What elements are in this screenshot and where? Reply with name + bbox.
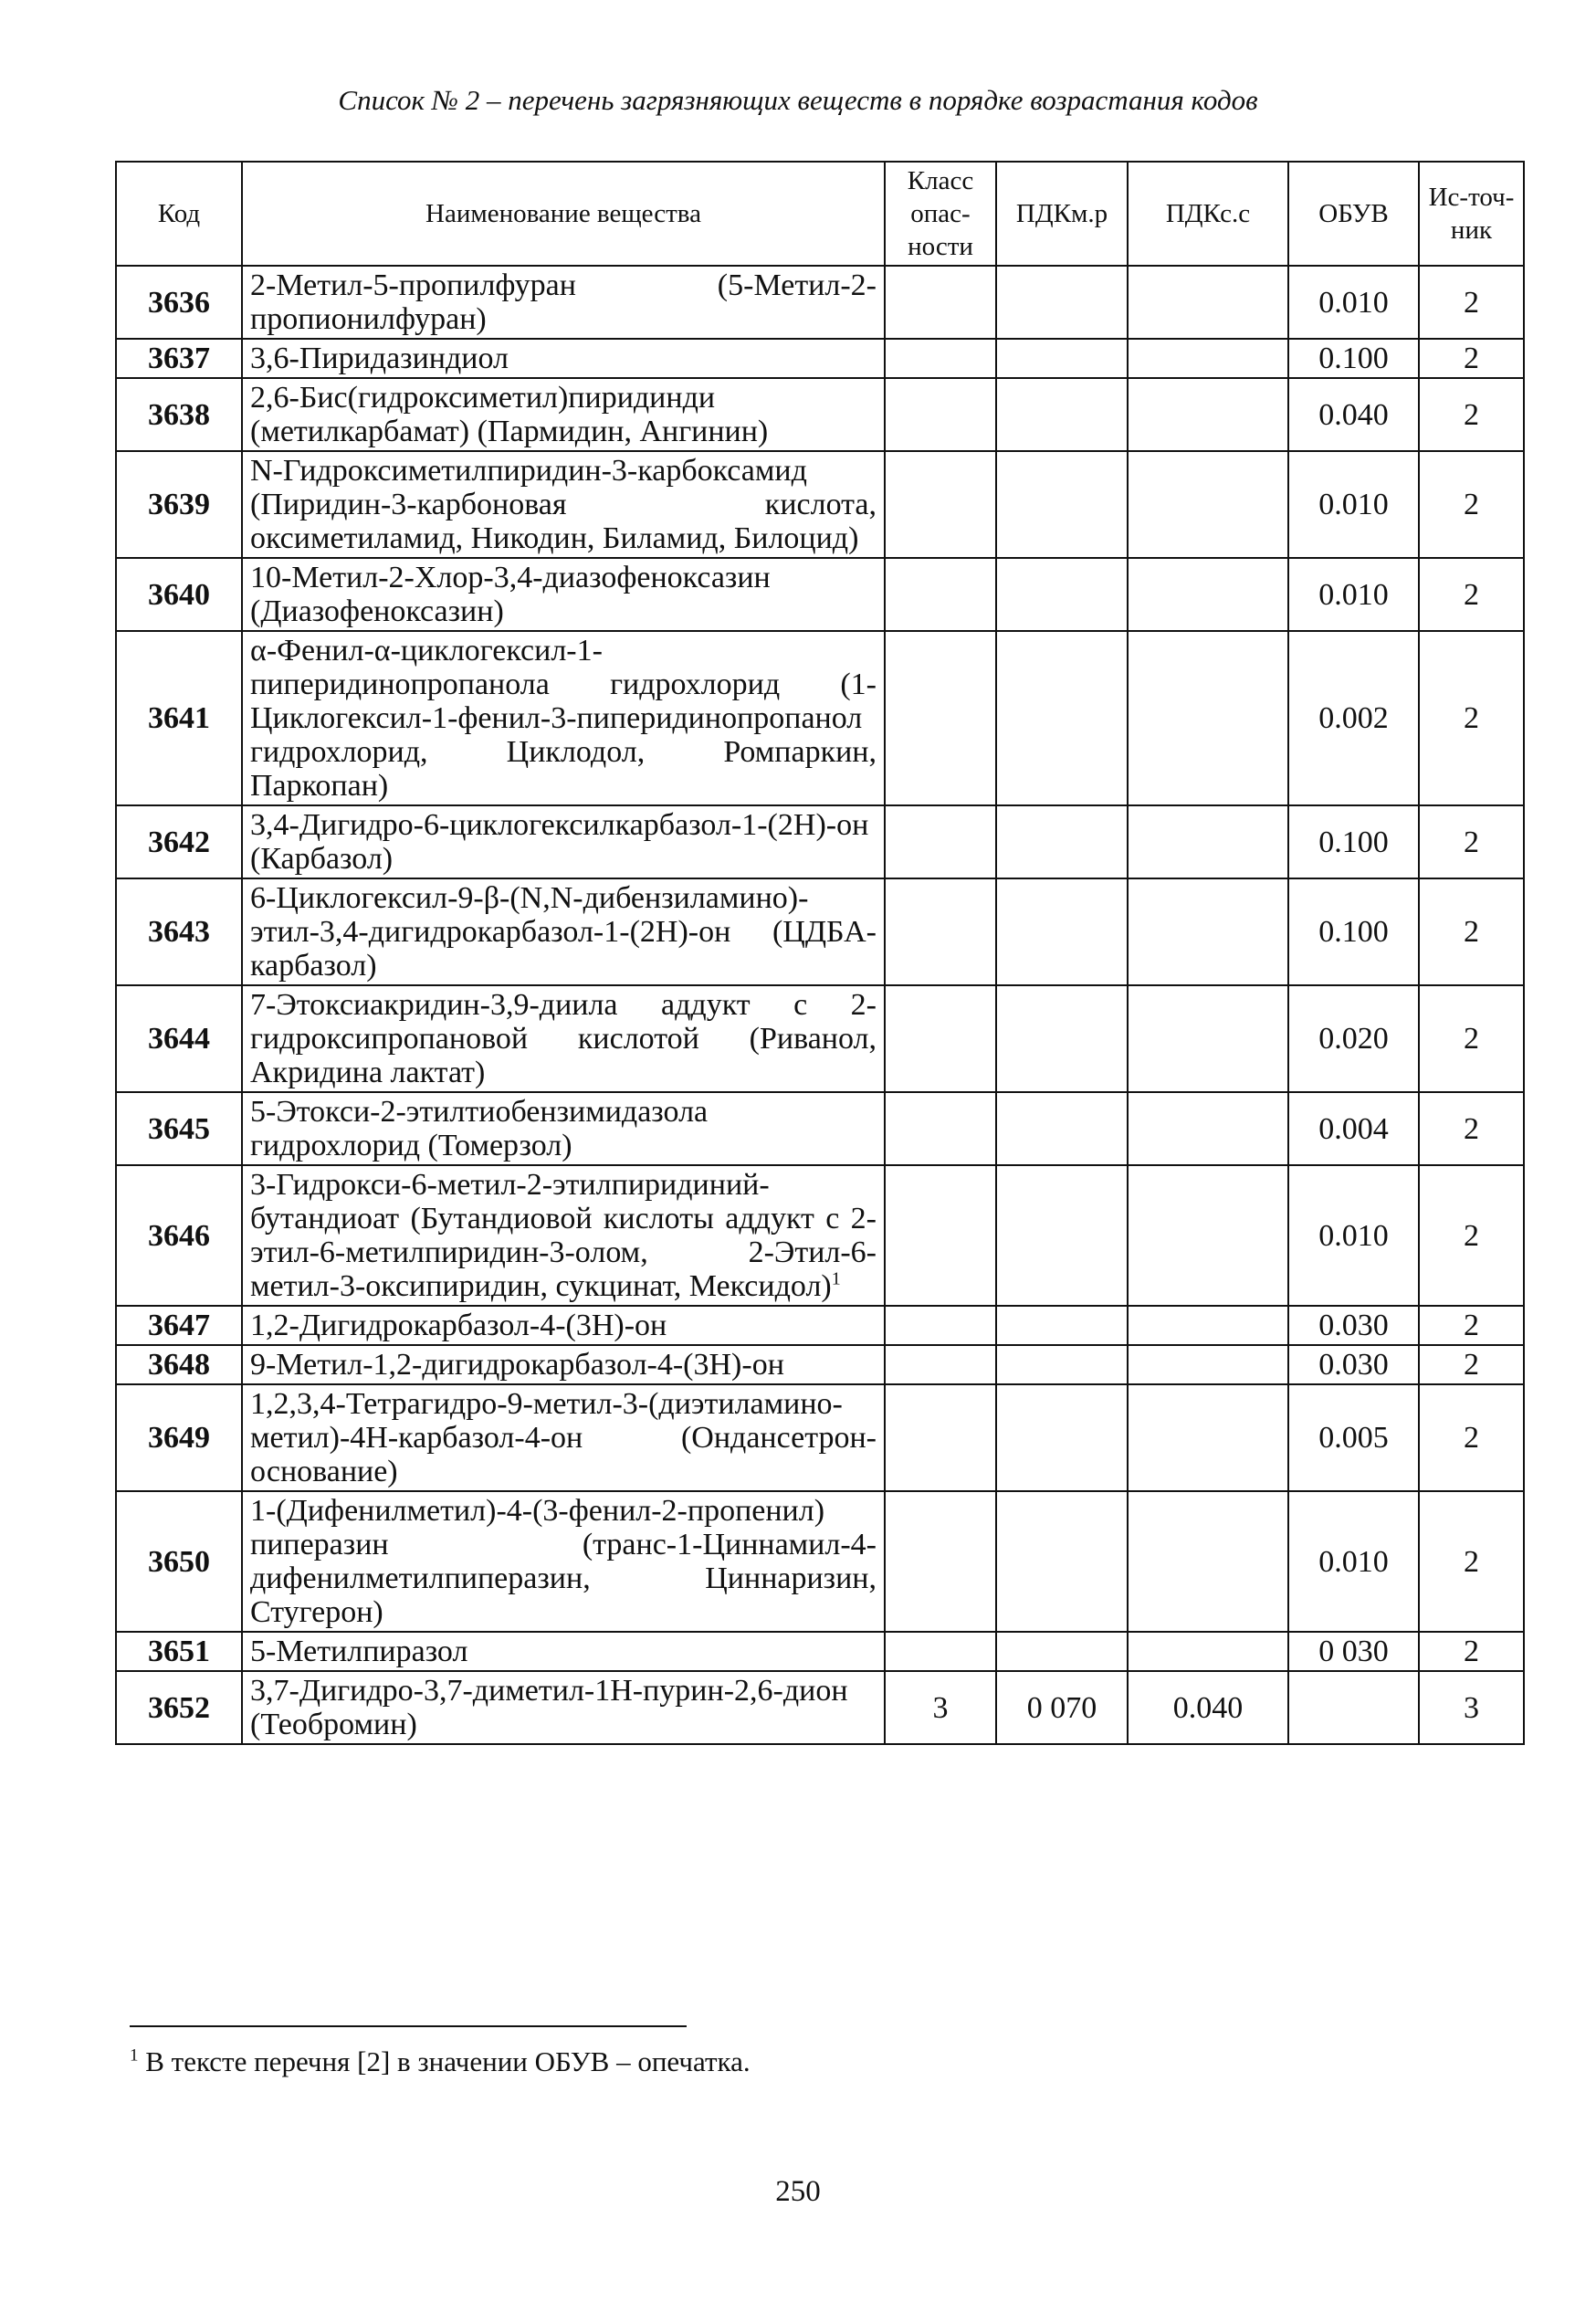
- cell-obuv: 0.100: [1288, 805, 1419, 878]
- cell-code: 3649: [116, 1384, 242, 1491]
- table-row: [116, 1092, 1524, 1165]
- cell-hazard-class: [885, 339, 996, 378]
- header-pdk-ss: ПДКс.с: [1128, 162, 1288, 266]
- cell-pdk-ss: [1128, 378, 1288, 451]
- cell-pdk-mr: [996, 1306, 1128, 1345]
- cell-obuv: 0.010: [1288, 451, 1419, 558]
- cell-name: 9-Метил-1,2-дигидрокарбазол-4-(3Н)-он: [242, 1345, 885, 1384]
- cell-source: 2: [1419, 1092, 1524, 1165]
- cell-code: 3639: [116, 451, 242, 558]
- cell-hazard-class: [885, 266, 996, 339]
- cell-pdk-ss: [1128, 1165, 1288, 1306]
- table-row: [116, 1491, 1524, 1632]
- table-row: [116, 1345, 1524, 1384]
- cell-pdk-mr: [996, 339, 1128, 378]
- header-name: Наименование вещества: [242, 162, 885, 266]
- cell-code: 3642: [116, 805, 242, 878]
- cell-source: 2: [1419, 1306, 1524, 1345]
- cell-hazard-class: [885, 451, 996, 558]
- cell-obuv: 0.010: [1288, 558, 1419, 631]
- table-row: [116, 1306, 1524, 1345]
- cell-source: 2: [1419, 451, 1524, 558]
- header-obuv: ОБУВ: [1288, 162, 1419, 266]
- cell-pdk-mr: [996, 1165, 1128, 1306]
- cell-name: α-Фенил-α-циклогексил-1-пиперидинопропанола гидрохлорид (1-Циклогексил-1-фенил-3-пиперидинопропанол гидрохлорид, Циклодол, Ромпаркин, Паркопан): [242, 631, 885, 805]
- table-row: [116, 266, 1524, 339]
- cell-source: 2: [1419, 339, 1524, 378]
- cell-obuv: 0.004: [1288, 1092, 1419, 1165]
- cell-hazard-class: [885, 1165, 996, 1306]
- table-row: [116, 985, 1524, 1092]
- page-number: 250: [775, 2175, 821, 2208]
- cell-pdk-mr: [996, 1491, 1128, 1632]
- cell-hazard-class: [885, 1632, 996, 1671]
- cell-code: 3637: [116, 339, 242, 378]
- cell-pdk-ss: 0.040: [1128, 1671, 1288, 1744]
- cell-hazard-class: [885, 558, 996, 631]
- cell-pdk-ss: [1128, 451, 1288, 558]
- cell-hazard-class: 3: [885, 1671, 996, 1744]
- cell-source: 2: [1419, 1491, 1524, 1632]
- header-source: Ис-точ-ник: [1419, 162, 1524, 266]
- cell-pdk-mr: [996, 878, 1128, 985]
- cell-name: 3,4-Дигидро-6-циклогексилкарбазол-1-(2Н)-он (Карбазол): [242, 805, 885, 878]
- cell-hazard-class: [885, 1345, 996, 1384]
- cell-name: 3,6-Пиридазиндиол: [242, 339, 885, 378]
- cell-pdk-ss: [1128, 266, 1288, 339]
- cell-name: 10-Метил-2-Хлор-3,4-диазофеноксазин (Диазофеноксазин): [242, 558, 885, 631]
- cell-obuv: 0.100: [1288, 878, 1419, 985]
- cell-source: 2: [1419, 985, 1524, 1092]
- cell-name: 3,7-Дигидро-3,7-диметил-1Н-пурин-2,6-дион (Теобромин): [242, 1671, 885, 1744]
- cell-name: 5-Этокси-2-этилтиобензимидазола гидрохлорид (Томерзол): [242, 1092, 885, 1165]
- cell-source: 2: [1419, 1165, 1524, 1306]
- cell-source: 3: [1419, 1671, 1524, 1744]
- table-row: [116, 878, 1524, 985]
- table-row: [116, 558, 1524, 631]
- cell-code: 3640: [116, 558, 242, 631]
- cell-pdk-ss: [1128, 1632, 1288, 1671]
- table-row: [116, 1632, 1524, 1671]
- cell-pdk-ss: [1128, 1306, 1288, 1345]
- cell-obuv: 0.010: [1288, 266, 1419, 339]
- cell-pdk-mr: 0 070: [996, 1671, 1128, 1744]
- cell-name: 5-Метилпиразол: [242, 1632, 885, 1671]
- substances-table: [115, 161, 1525, 1745]
- cell-name: 6-Циклогексил-9-β-(N,N-дибензиламино)-этил-3,4-дигидрокарбазол-1-(2Н)-он (ЦДБА-карбазол): [242, 878, 885, 985]
- cell-obuv: 0.040: [1288, 378, 1419, 451]
- cell-code: 3641: [116, 631, 242, 805]
- table-row: [116, 339, 1524, 378]
- cell-pdk-ss: [1128, 631, 1288, 805]
- cell-code: 3638: [116, 378, 242, 451]
- cell-pdk-mr: [996, 1345, 1128, 1384]
- cell-pdk-ss: [1128, 878, 1288, 985]
- cell-obuv: [1288, 1671, 1419, 1744]
- table-header-row: [116, 162, 1524, 266]
- cell-pdk-mr: [996, 451, 1128, 558]
- cell-hazard-class: [885, 1491, 996, 1632]
- cell-source: 2: [1419, 1345, 1524, 1384]
- cell-pdk-ss: [1128, 805, 1288, 878]
- table-row: [116, 451, 1524, 558]
- cell-pdk-ss: [1128, 1092, 1288, 1165]
- cell-pdk-mr: [996, 266, 1128, 339]
- cell-code: 3643: [116, 878, 242, 985]
- cell-code: 3652: [116, 1671, 242, 1744]
- cell-name: N-Гидроксиметилпиридин-3-карбоксамид (Пиридин-3-карбоновая кислота, оксиметиламид, Никодин, Биламид, Билоцид): [242, 451, 885, 558]
- page-title: Список № 2 – перечень загрязняющих веществ в порядке возрастания кодов: [338, 84, 1258, 116]
- cell-obuv: 0.030: [1288, 1345, 1419, 1384]
- table-row: [116, 805, 1524, 878]
- cell-name: 1,2-Дигидрокарбазол-4-(3Н)-он: [242, 1306, 885, 1345]
- cell-code: 3647: [116, 1306, 242, 1345]
- cell-code: 3651: [116, 1632, 242, 1671]
- cell-source: 2: [1419, 1632, 1524, 1671]
- cell-code: 3636: [116, 266, 242, 339]
- cell-code: 3650: [116, 1491, 242, 1632]
- footnote-ref: 1: [831, 1268, 841, 1289]
- cell-source: 2: [1419, 878, 1524, 985]
- table-row: [116, 378, 1524, 451]
- cell-pdk-mr: [996, 985, 1128, 1092]
- cell-pdk-mr: [996, 558, 1128, 631]
- footnote-marker: 1: [130, 2045, 139, 2066]
- cell-hazard-class: [885, 1384, 996, 1491]
- header-code: Код: [116, 162, 242, 266]
- cell-pdk-ss: [1128, 985, 1288, 1092]
- cell-name: 1-(Дифенилметил)-4-(3-фенил-2-пропенил) пиперазин (транс-1-Циннамил-4-дифенилметилпиперазин, Циннаризин, Стугерон): [242, 1491, 885, 1632]
- cell-hazard-class: [885, 1306, 996, 1345]
- cell-pdk-ss: [1128, 1491, 1288, 1632]
- cell-hazard-class: [885, 1092, 996, 1165]
- cell-hazard-class: [885, 878, 996, 985]
- footnote-text: В тексте перечня [2] в значении ОБУВ – опечатка.: [145, 2045, 751, 2077]
- cell-code: 3645: [116, 1092, 242, 1165]
- footnote-divider: [130, 2025, 687, 2027]
- cell-hazard-class: [885, 805, 996, 878]
- cell-obuv: 0.002: [1288, 631, 1419, 805]
- cell-hazard-class: [885, 631, 996, 805]
- table-body: [116, 266, 1524, 1744]
- table-row: [116, 1165, 1524, 1306]
- cell-source: 2: [1419, 1384, 1524, 1491]
- table-row: [116, 631, 1524, 805]
- cell-hazard-class: [885, 378, 996, 451]
- cell-source: 2: [1419, 631, 1524, 805]
- cell-name: 2,6-Бис(гидроксиметил)пиридинди (метилкарбамат) (Пармидин, Ангинин): [242, 378, 885, 451]
- header-pdk-mr: ПДКм.р: [996, 162, 1128, 266]
- cell-name: 7-Этоксиакридин-3,9-диила аддукт с 2-гидроксипропановой кислотой (Риванол, Акридина лактат): [242, 985, 885, 1092]
- cell-pdk-ss: [1128, 1345, 1288, 1384]
- cell-obuv: 0.010: [1288, 1491, 1419, 1632]
- cell-pdk-mr: [996, 1632, 1128, 1671]
- cell-source: 2: [1419, 266, 1524, 339]
- cell-source: 2: [1419, 805, 1524, 878]
- table-row: [116, 1671, 1524, 1744]
- header-hazard-class: Класс опас-ности: [885, 162, 996, 266]
- cell-hazard-class: [885, 985, 996, 1092]
- cell-pdk-mr: [996, 805, 1128, 878]
- cell-obuv: 0.100: [1288, 339, 1419, 378]
- cell-pdk-ss: [1128, 558, 1288, 631]
- cell-obuv: 0.005: [1288, 1384, 1419, 1491]
- cell-pdk-mr: [996, 378, 1128, 451]
- cell-code: 3646: [116, 1165, 242, 1306]
- cell-pdk-ss: [1128, 339, 1288, 378]
- cell-source: 2: [1419, 558, 1524, 631]
- cell-pdk-mr: [996, 1092, 1128, 1165]
- cell-obuv: 0.030: [1288, 1306, 1419, 1345]
- cell-source: 2: [1419, 378, 1524, 451]
- footnote: [130, 2045, 751, 2078]
- cell-name: 3-Гидрокси-6-метил-2-этилпиридиний-бутандиоат (Бутандиовой кислоты аддукт с 2-этил-6-метилпиридин-3-олом, 2-Этил-6-метил-3-оксипиридин, сукцинат, Мексидол)$^1$: [242, 1165, 885, 1306]
- cell-name: 1,2,3,4-Тетрагидро-9-метил-3-(диэтиламино-метил)-4Н-карбазол-4-он (Ондансетрон-основание): [242, 1384, 885, 1491]
- cell-obuv: 0.010: [1288, 1165, 1419, 1306]
- cell-pdk-ss: [1128, 1384, 1288, 1491]
- cell-obuv: 0.020: [1288, 985, 1419, 1092]
- cell-code: 3644: [116, 985, 242, 1092]
- table-row: [116, 1384, 1524, 1491]
- cell-pdk-mr: [996, 631, 1128, 805]
- cell-obuv: 0 030: [1288, 1632, 1419, 1671]
- cell-code: 3648: [116, 1345, 242, 1384]
- cell-pdk-mr: [996, 1384, 1128, 1491]
- cell-name: 2-Метил-5-пропилфуран (5-Метил-2-пропионилфуран): [242, 266, 885, 339]
